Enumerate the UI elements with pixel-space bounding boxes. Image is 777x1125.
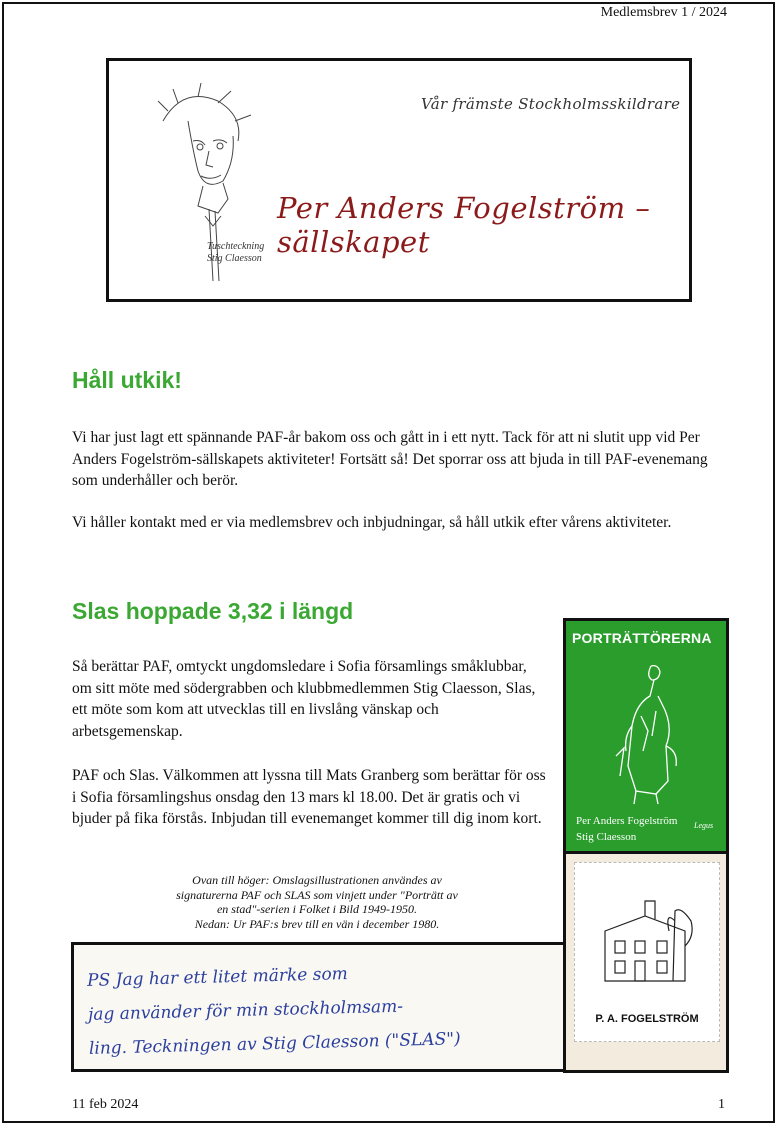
section1-paragraph1: Vi har just lagt ett spännande PAF-år bakom oss och gått in i ett nytt. Tack för att ni slutit upp vid Per Anders Fogelström-sällskapets aktiviteter! Fortsätt så! Det sporrar oss att bjuda in till PAF-evenemang som underhåller och berör.	[72, 429, 708, 489]
handwritten-letter-excerpt	[71, 942, 566, 1072]
newsletter-label: Medlemsbrev 1 / 2024	[600, 5, 727, 20]
stamp-label: P. A. FOGELSTRÖM	[595, 1013, 699, 1025]
book-cover-publisher: Legus	[694, 821, 714, 830]
image-caption	[140, 873, 494, 931]
banner-drawing-caption	[207, 241, 264, 265]
society-banner	[106, 58, 692, 302]
section1-paragraph2: Vi håller kontakt med er via medlemsbrev och inbjudningar, så håll utkik efter vårens aktiviteter.	[72, 514, 672, 531]
footer-date: 11 feb 2024	[72, 1097, 139, 1112]
handwritten-line: ling. Teckningen av Stig Claesson ("SLAS")	[88, 1029, 461, 1059]
figure-sketch-icon	[596, 656, 696, 806]
section2-paragraph1: Så berättar PAF, omtyckt ungdomsledare i Sofia församlings småklubbar, om sitt möte med södergrabben och klubbmedlemmen Stig Claesson, Slas, ett möte som kom att utvecklas till en livslång vänskap och arbetsgemenskap.	[72, 658, 536, 740]
banner-title: Per Anders Fogelström – sällskapet	[277, 191, 651, 259]
fogelstrom-stamp	[563, 851, 729, 1073]
book-cover-title: PORTRÄTTÖRERNA	[572, 630, 712, 646]
handwritten-line: PS Jag har ett litet märke som	[86, 964, 349, 991]
page-number: 1	[718, 1097, 725, 1112]
handwritten-line: jag använder för min stockholmsam-	[87, 996, 404, 1025]
stamp-face	[574, 862, 720, 1042]
house-sketch-icon	[595, 881, 699, 1001]
book-cover	[563, 618, 729, 855]
book-cover-illustrator: Stig Claesson	[576, 831, 637, 843]
caption-line-technique: Tuschteckning	[207, 241, 265, 252]
caption-line: Ovan till höger: Omslagsillustrationen användes av	[192, 873, 442, 887]
caption-line: en stad"-serien i Folket i Bild 1949-1950.	[216, 902, 417, 916]
caption-line: Nedan: Ur PAF:s brev till en vän i december 1980.	[194, 916, 440, 931]
section-heading-slas: Slas hoppade 3,32 i längd	[72, 598, 354, 624]
banner-tagline: Vår främste Stockholmsskildrare	[421, 95, 681, 113]
caption-line-artist: Stig Claesson	[207, 253, 262, 264]
book-cover-author: Per Anders Fogelström	[576, 815, 678, 827]
caption-line: signaturerna PAF och SLAS som vinjett under "Porträtt av	[176, 887, 458, 902]
handwritten-text	[87, 954, 461, 1066]
section2-paragraph2: PAF och Slas. Välkommen att lyssna till Mats Granberg som berättar för oss i Sofia församlingshus onsdag den 13 mars kl 18.00. Det är gratis och vi bjuder på fika förstås. Inbjudan till evenemanget kommer till dig inom kort.	[72, 767, 546, 827]
section-heading-hall-utkik: Håll utkik!	[72, 367, 182, 393]
